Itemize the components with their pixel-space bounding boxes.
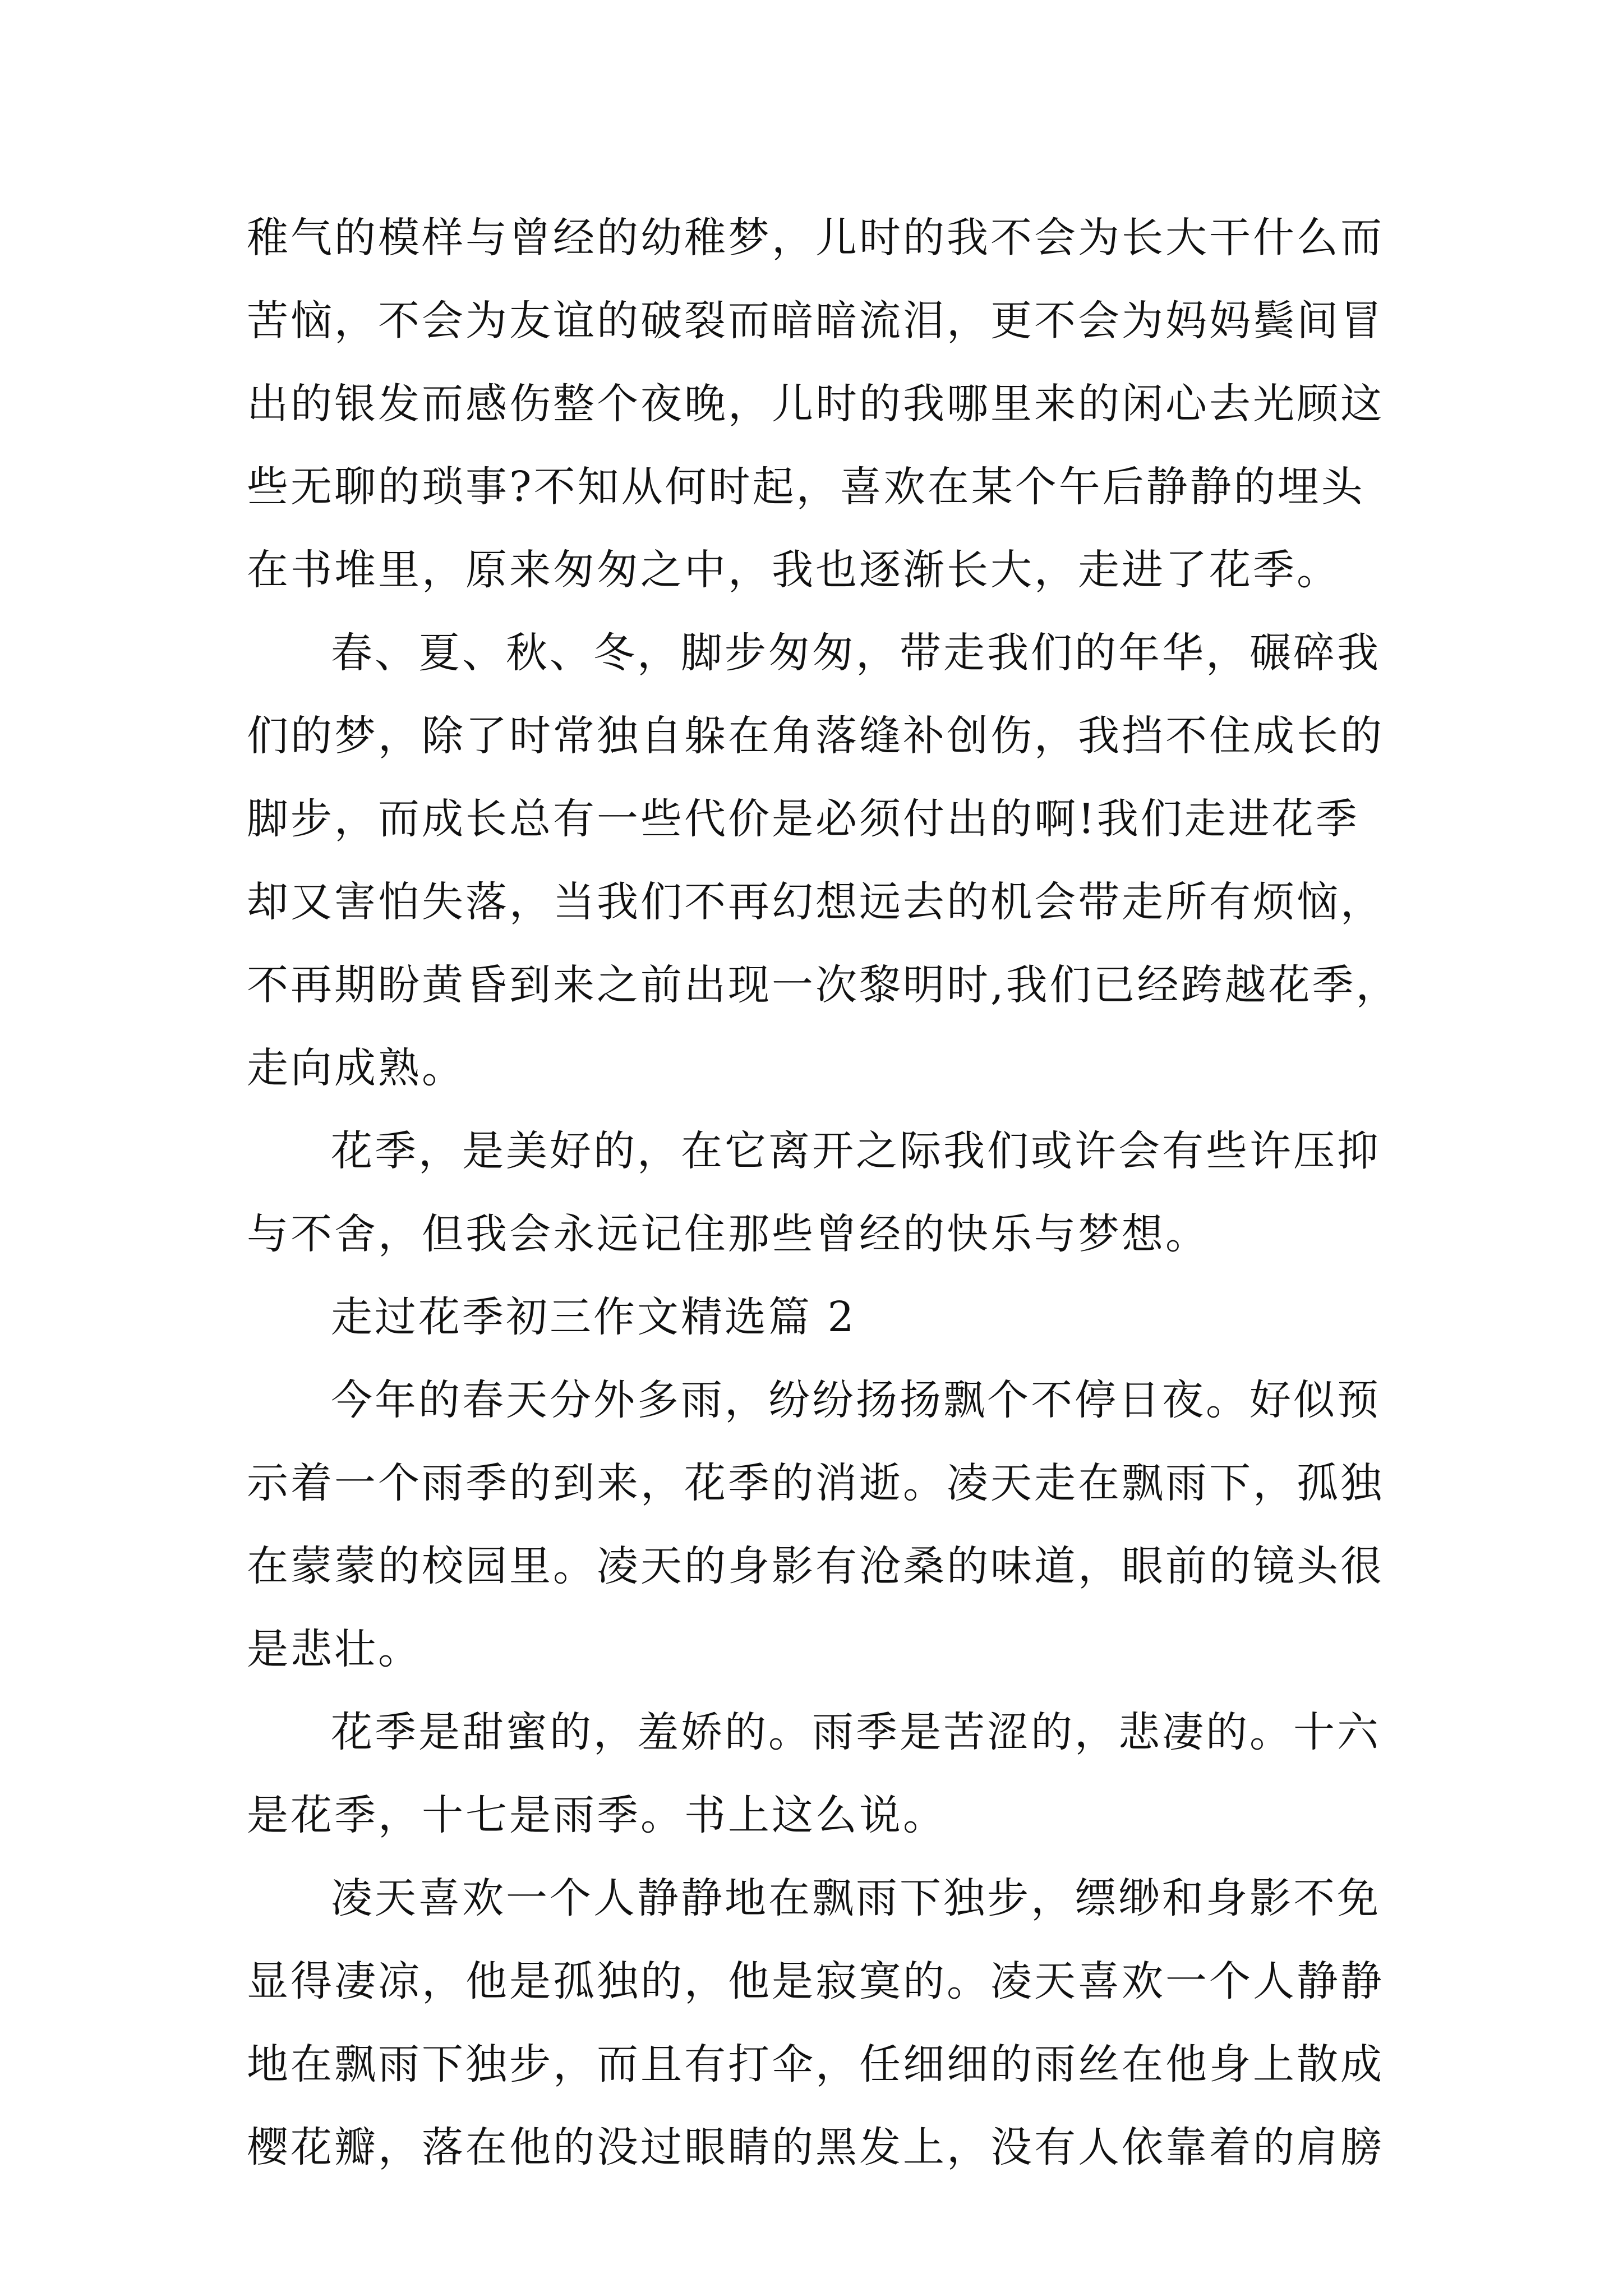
text-line: 稚气的模样与曾经的幼稚梦，儿时的我不会为长大干什么而 <box>247 214 1384 262</box>
paragraph-5 <box>247 1691 1391 1857</box>
document-body <box>247 196 1400 2189</box>
text-line: 与不舍，但我会永远记住那些曾经的快乐与梦想。 <box>247 1210 1209 1258</box>
text-line: 是花季，十七是雨季。书上这么说。 <box>247 1791 947 1839</box>
text-line: 不再期盼黄昏到来之前出现一次黎明时,我们已经跨越花季， <box>247 961 1400 1009</box>
text-line: 花季，是美好的，在它离开之际我们或许会有些许压抑 <box>331 1127 1381 1175</box>
paragraph-2 <box>247 611 1400 1110</box>
paragraph-4 <box>247 1359 1391 1691</box>
text-line: 花季是甜蜜的，羞娇的。雨季是苦涩的，悲凄的。十六 <box>331 1708 1381 1756</box>
text-line: 凌天喜欢一个人静静地在飘雨下独步，缥缈和身影不免 <box>331 1874 1381 1922</box>
text-line: 示着一个雨季的到来，花季的消逝。凌天走在飘雨下，孤独 <box>247 1459 1384 1507</box>
text-line: 出的银发而感伤整个夜晚，儿时的我哪里来的闲心去光顾这 <box>247 380 1384 428</box>
heading-line: 走过花季初三作文精选篇 2 <box>331 1293 856 1341</box>
text-line: 在蒙蒙的校园里。凌天的身影有沧桑的味道，眼前的镜头很 <box>247 1542 1384 1590</box>
text-line: 脚步，而成长总有一些代价是必须付出的啊!我们走进花季 <box>247 795 1359 843</box>
paragraph-3 <box>247 1110 1391 1276</box>
text-line: 苦恼，不会为友谊的破裂而暗暗流泪，更不会为妈妈鬓间冒 <box>247 297 1384 345</box>
text-line: 春、夏、秋、冬，脚步匆匆，带走我们的年华，碾碎我 <box>331 629 1381 677</box>
text-line: 却又害怕失落，当我们不再幻想远去的机会带走所有烦恼， <box>247 878 1384 926</box>
paragraph-1 <box>247 196 1391 611</box>
text-line: 在书堆里，原来匆匆之中，我也逐渐长大，走进了花季。 <box>247 546 1340 594</box>
text-line: 今年的春天分外多雨，纷纷扬扬飘个不停日夜。好似预 <box>331 1376 1381 1424</box>
text-line: 樱花瓣，落在他的没过眼睛的黑发上，没有人依靠着的肩膀 <box>247 2123 1384 2171</box>
text-line: 显得凄凉，他是孤独的，他是寂寞的。凌天喜欢一个人静静 <box>247 1957 1384 2005</box>
text-line: 地在飘雨下独步，而且有打伞，任细细的雨丝在他身上散成 <box>247 2040 1384 2088</box>
text-line: 些无聊的琐事?不知从何时起，喜欢在某个午后静静的埋头 <box>247 463 1365 511</box>
paragraph-6 <box>247 1857 1391 2189</box>
text-line: 们的梦，除了时常独自躲在角落缝补创伤，我挡不住成长的 <box>247 712 1384 760</box>
text-line: 走向成熟。 <box>247 1044 465 1092</box>
section-heading <box>247 1276 1391 1359</box>
text-line: 是悲壮。 <box>247 1625 422 1673</box>
